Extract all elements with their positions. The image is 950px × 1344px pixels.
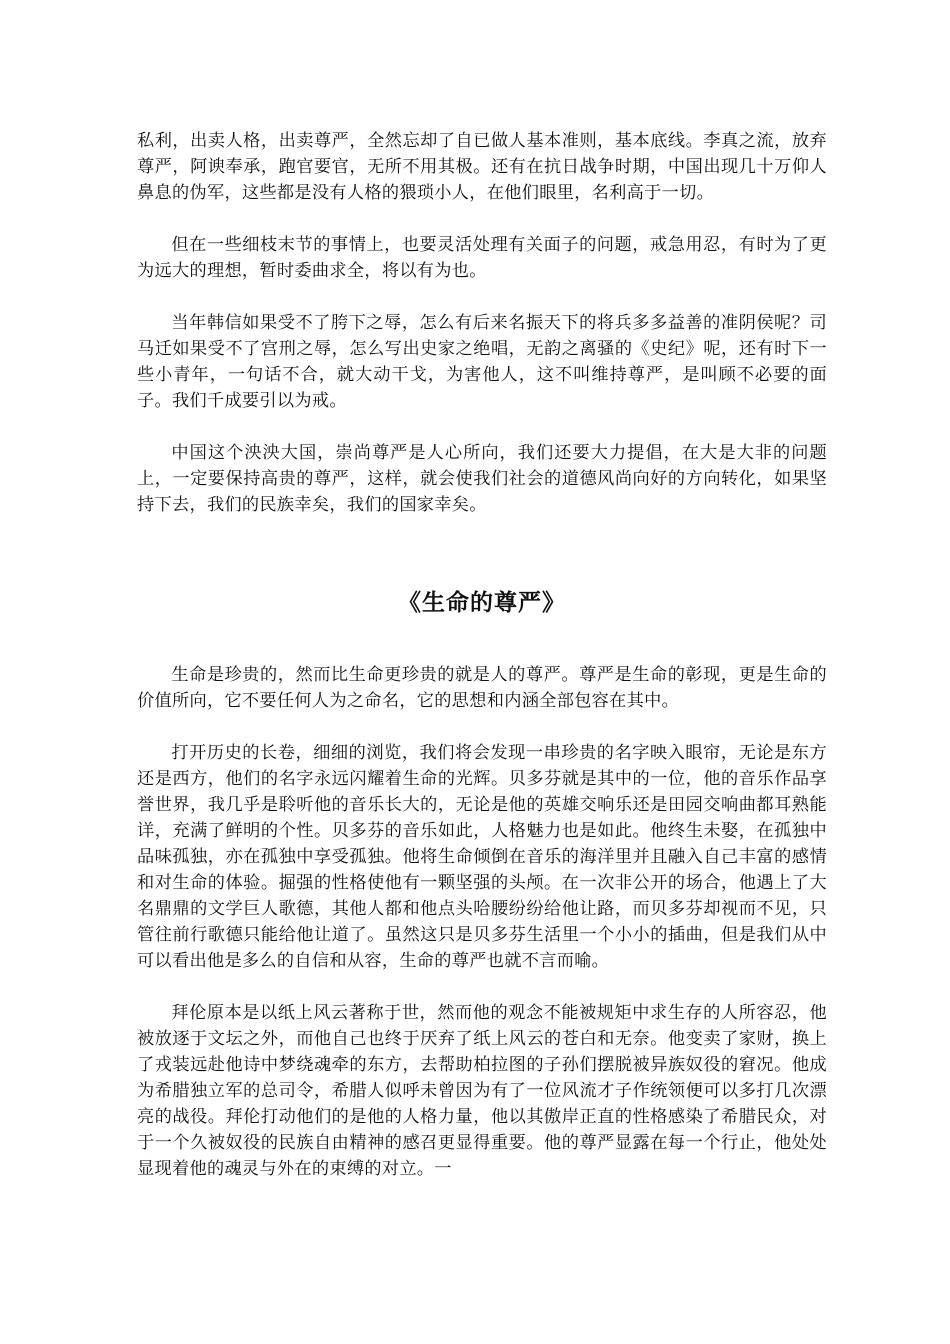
section-title: 《生命的尊严》 bbox=[398, 589, 566, 616]
document-page bbox=[137, 128, 827, 1208]
paragraph: 打开历史的长卷，细细的浏览，我们将会发现一串珍贵的名字映入眼帘，无论是东方还是西方，他们的名字永远闪耀着生命的光辉。贝多芬就是其中的一位，他的音乐作品享誉世界，我几乎是聆听他的音乐长大的，无论是他的英雄交响乐还是田园交响曲都耳熟能详，充满了鲜明的个性。贝多芬的音乐如此，人格魅力也是如此。他终生未娶，在孤独中品味孤独，亦在孤独中享受孤独。他将生命倾倒在音乐的海洋里并且融入自己丰富的感情和对生命的体验。掘强的性格使他有一颗坚强的头颅。在一次非公开的场合，他遇上了大名鼎鼎的文学巨人歌德，其他人都和他点头哈腰纷纷给他让路，而贝多芬却视而不见，只管往前行歌德只能给他让道了。虽然这只是贝多芬生活里一个小小的插曲，但是我们从中可以看出他是多么的自信和从容，生命的尊严也就不言而喻。 bbox=[137, 743, 827, 971]
paragraph: 中国这个泱泱大国，崇尚尊严是人心所向，我们还要大力提倡，在大是大非的问题上，一定要保持高贵的尊严，这样，就会使我们社会的道德风尚向好的方向转化，如果坚持下去，我们的民族幸矣，我们的国家幸矣。 bbox=[137, 443, 827, 515]
paragraph-continued: 私利，出卖人格，出卖尊严，全然忘却了自已做人基本准则，基本底线。李真之流，放弃尊严，阿谀奉承，跑官要官，无所不用其极。还有在抗日战争时期，中国出现几十万仰人鼻息的伪军，这些都是没有人格的猥琐小人，在他们眼里，名利高于一切。 bbox=[137, 131, 827, 203]
paragraph: 拜伦原本是以纸上风云著称于世，然而他的观念不能被规矩中求生存的人所容忍，他被放逐于文坛之外，而他自己也终于厌弃了纸上风云的苍白和无奈。他变卖了家财，换上了戎装远赴他诗中梦绕魂牵的东方，去帮助柏拉图的子孙们摆脱被异族奴役的窘况。他成为希腊独立军的总司令，希腊人似呼未曾因为有了一位风流才子作统领便可以多打几次漂亮的战役。拜伦打动他们的是他的人格力量，他以其傲岸正直的性格感染了希腊民众，对于一个久被奴役的民族自由精神的感召更显得重要。他的尊严显露在每一个行止，他处处显现着他的魂灵与外在的束缚的对立。一 bbox=[137, 1003, 827, 1179]
paragraph: 但在一些细枝末节的事情上，也要灵活处理有关面子的问题，戒急用忍，有时为了更为远大的理想，暂时委曲求全，将以有为也。 bbox=[137, 235, 827, 281]
paragraph: 当年韩信如果受不了胯下之辱，怎么有后来名振天下的将兵多多益善的准阴侯呢？司马迁如果受不了宫刑之辱，怎么写出史家之绝唱，无韵之离骚的《史纪》呢，还有时下一些小青年，一句话不合，就大动干戈，为害他人，这不叫维持尊严，是叫顾不必要的面子。我们千成要引以为戒。 bbox=[137, 313, 827, 411]
paragraph: 生命是珍贵的，然而比生命更珍贵的就是人的尊严。尊严是生命的彰现，更是生命的价值所向，它不要任何人为之命名，它的思想和内涵全部包容在其中。 bbox=[137, 665, 827, 711]
